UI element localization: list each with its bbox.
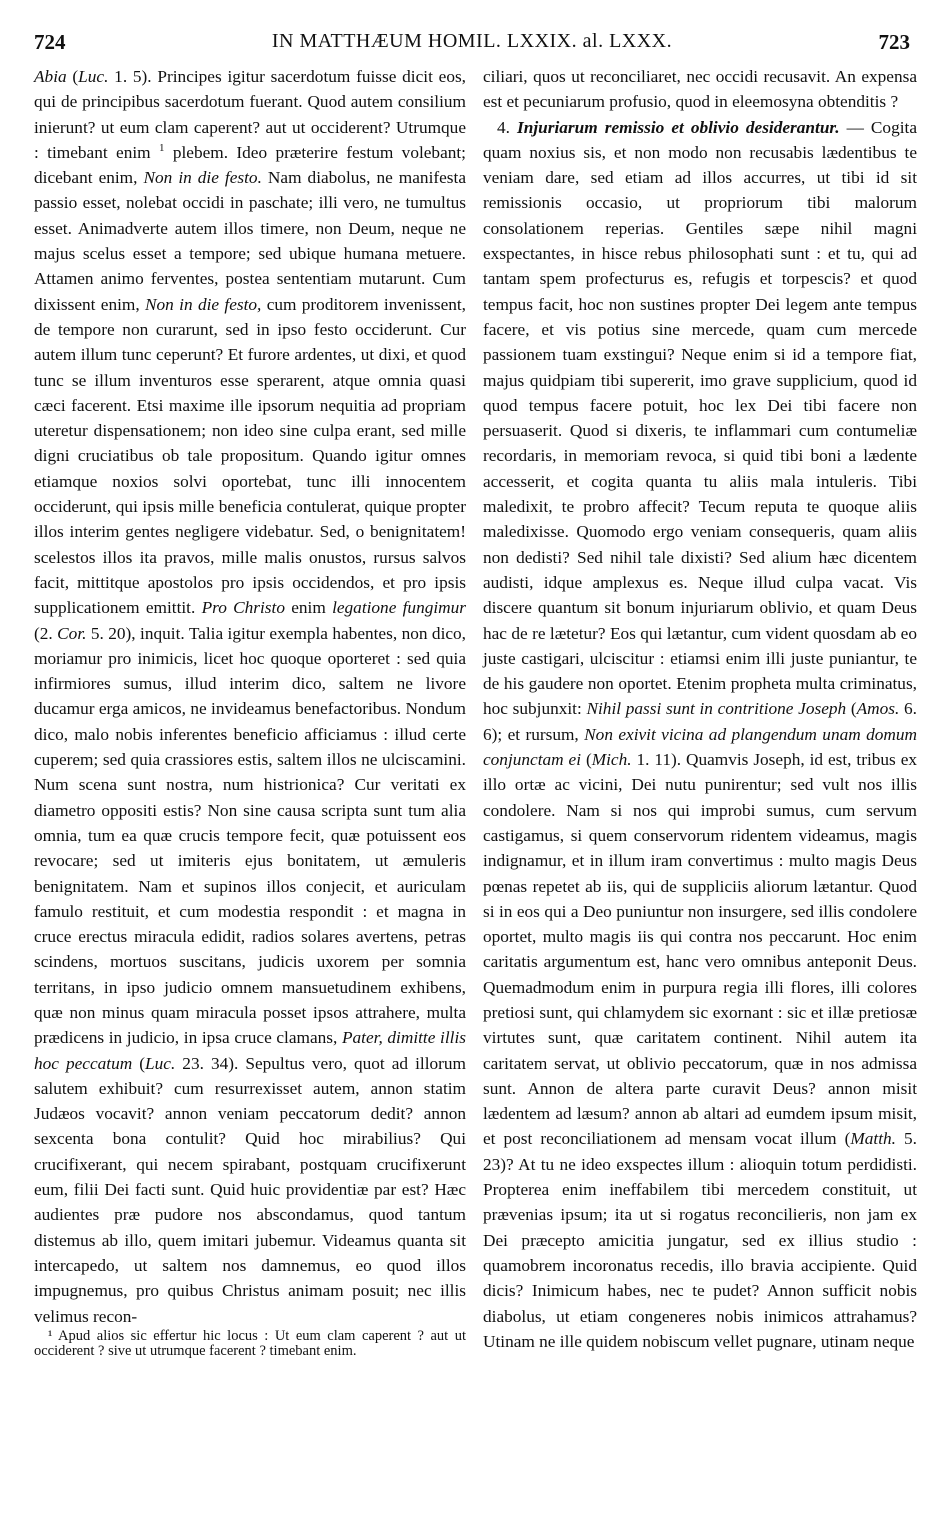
quotation: Non in die festo. <box>143 168 262 188</box>
citation-book: Cor. <box>57 623 87 643</box>
right-column <box>483 64 917 1354</box>
section-title: Injuriarum remissio et oblivio desiderantur. <box>517 117 840 137</box>
italic-name: Abia <box>34 67 67 86</box>
text-run: ( <box>66 67 79 86</box>
page-number-left: 724 <box>34 30 66 54</box>
page-header <box>34 30 910 58</box>
text-run: 5. 23)? At tu ne ideo exspectes illum : alioquin totum perdidisti. Propterea enim ineffabilem tibi mercedem constituit, ut prævenias ipsum; ita ut si rogatus reconcilieris, non jam ex Dei præcepto amicitia jungatur, sed ex illius studio : quamobrem incoronatus recedis, illo bravia accipiente. Quid dicis? Inimicum habes, nec te pudet? Annon sufficit nobis diabolus, ut etiam congeneres nobis inimicos attrahamus? Utinam ne ille quidem nobiscum vellet pugnare, utinam neque <box>483 1129 917 1351</box>
text-run: ( <box>581 750 592 770</box>
quotation: legatione fungimur <box>332 598 467 618</box>
text-run: plebem. Ideo præterire festum volebant; dicebant enim, <box>34 142 466 188</box>
quotation: Pater, dimitte illis hoc peccatum <box>34 1028 466 1073</box>
footnote: ¹ Apud alios sic effertur hic locus : Ut eum clam caperent ? aut ut occiderent ? sive ut utrumque facerent ? timebant enim. <box>34 1327 466 1360</box>
text-run: 6. 6); et rursum, <box>483 699 918 744</box>
text-run: 1. 11). Quamvis Joseph, id est, tribus ex illo ortæ ac vicini, Dei nutu punirentur; sed vult nos illis condolere. Nam si nos qui improbi sumus, cum servum castigamus, si quem conservorum ridentem videamus, magis indignamur, et in illum iram convertimus : multo magis Deus pœnas repetet ab iis, qui de suppliciis aliorum lætantur. Quod si in eos qui a Deo puniuntur non insurgere, sed illis condolere oportet, multo magis iis qui contra nos peccarunt. Hoc enim caritatis argumentum est, hanc vero omnibus anteponit Deus. Quemadmodum enim in purpura regia illi flores, illi colores pretiosi sunt, qui chlamydem sic exornant : sic et illæ pretiosæ virtutes sunt, quæ caritatem continent. Nihil autem ita caritatem servat, ut oblivio peccatorum, quæ in nos admissa sunt. Annon de altera parte curavit Deus? annon misit lædentem ad læsum? annon ab altari ad eumdem ipsum misit, et post reconciliationem ad mensam vocat illum ( <box>483 750 918 1149</box>
text-run: Nam diabolus, ne manifesta passio esset, nolebat occidi in paschate; illi vero, ne tumultus esset. Animadverte autem illos timere, non Deum, neque ne majus scelus esset a tempore; sed ubique humana metuere. Attamen animo ferventes, postea sententiam mutarunt. Cum dixissent enim, <box>34 168 466 314</box>
text-run: — <box>839 117 871 137</box>
right-column-continuation: ciliari, quos ut reconciliaret, nec occidi recusavit. An expensa est et pecuniarum profusio, quod in eleemosyna obtenditis ? <box>483 67 917 112</box>
text-run: enim <box>284 598 333 618</box>
citation-book: Amos. <box>856 699 900 719</box>
quotation: Non exivit vicina ad plangendum unam domum conjunctam ei <box>483 724 917 770</box>
citation-book: Matth. <box>850 1129 896 1149</box>
page-number-right: 723 <box>878 30 910 54</box>
section-4 <box>483 115 917 1355</box>
text-run: Cogita quam noxius sis, et non modo non recusabis lædentibus te veniam dare, sed etiam ad illos accurres, ut tibi id sit remissionis occasio, ut propriorum tibi malorum consolationem reperias. Gentiles sæpe nihil magni exspectantes, in hisce rebus philosophati sunt : et tu, qui ad tantam spem profecturus es, refugis et torpescis? et quod tempus facit, hoc non sustines propter Dei legem ante tempus facere, et vis potius sine mercede, quam cum mercede passionem tuam exstingui? Neque enim si id a tempore fiat, majus quidpiam tibi supererit, imo grave supplicium, quod id quod tempus facere potuit, hoc lex Dei tibi facere non persuaserit. Quod si dixeris, te inflammari cum contumeliæ recordaris, in memoriam revoca, si quid tibi boni a lædente accesserit, et cogita quanta tu aliis mala intuleris. Tibi maledixit, te probro affecit? Tecum reputa te quoque aliis maledixisse. Quomodo ergo veniam consequeris, quam aliis non dedisti? Sed nihil tale dixisti? Sed alium hæc dicentem audisti, idque amplexus es. Neque illud culpa vacat. Vis discere quantum sit bonum injuriarum oblivio, et quam Deus hac de re lætetur? Eos qui lætantur, cum vident quosdam ab eo juste castigari, ulciscitur : etiamsi enim illi juste puniantur, te de his gaudere non oportet. Etenim propheta multa criminatus, hoc subjunxit: <box>483 117 917 719</box>
section-number: 4. <box>497 117 510 137</box>
running-title: IN MATTHÆUM HOMIL. LXXIX. al. LXXX. <box>271 30 673 52</box>
quotation: Nihil passi sunt in contritione Joseph <box>586 699 847 719</box>
quotation: Non in die festo, <box>145 294 262 314</box>
citation-book: Mich. <box>591 750 632 770</box>
footnote-marker: 1 <box>158 142 165 155</box>
text-run: ( <box>846 699 857 719</box>
text-run: ( <box>132 1053 146 1073</box>
text-run: (2. <box>34 623 58 643</box>
left-column-text <box>34 64 466 1329</box>
text-run: 1. 5). Principes igitur sacerdotum fuisse dicit eos, qui de principibus sacerdotum fuerant. Quod autem consilium inierunt? ut eum clam caperent? aut ut occiderent? Utrumque : timebant enim <box>34 67 467 162</box>
text-run: 23. 34). Sepultus vero, quot ad illorum salutem exhibuit? cum resurrexisset autem, annon statim Judæos vocavit? annon veniam peccatorum dedit? annon sexcenta bona contulit? Quid hoc mirabilius? Qui crucifixerant, qui necem spirabant, postquam crucifixerunt eum, filii Dei facti sunt. Quid huic providentiæ par est? Hæc audientes præ pudore nos abscondamus, quod tantum distemus ab illo, quem imitari jubemur. Videamus quanta sit intercapedo, ut saltem nos damnemus, eo quod illos impugnemus, pro quibus Christus animam posuit; nec illis velimus recon- <box>34 1053 466 1326</box>
text-run: 5. 20), inquit. Talia igitur exempla habentes, non dico, moriamur pro inimicis, licet hoc quoque oporteret : sed quia infirmiores sumus, illud interim dico, saltem ne livore ducamur erga amicos, ne invideamus benefactoribus. Nondum dico, malo nobis inferentes beneficio afficiamus : illud certe cuperem; sed quia crassiores estis, saltem illos ne ulciscamini. Num scena sunt nostra, num histrionica? Cur veritati ex diametro oppositi estis? Non sine causa scripta sunt tum alia omnia, tum ea quæ crucis tempore fecit, quæ potuissent eos revocare; sed ut imiteris ejus bonitatem, ut æmuleris benignitatem. Nam et supinos illos conjecit, et auriculam famulo restituit, et cum modestia respondit : et magna in cruce erectus miracula edidit, radios solares avertens, petras scindens, mortuos suscitans, judicis uxorem per somnia territans, in ipso judicio omnem mansuetudinem exhibens, quæ non minus quam miracula posset ipsos attrahere, multa prædicens in judicio, in ipsa cruce clamans, <box>34 623 466 1048</box>
left-column <box>34 64 466 1360</box>
citation-book: Luc. <box>78 67 109 86</box>
quotation: Pro Christo <box>201 598 285 618</box>
citation-book: Luc. <box>145 1053 176 1073</box>
text-run: cum proditorem invenissent, de tempore non curarunt, sed in ipso festo occiderunt. Cur autem illum tunc ceperunt? Et furore ardentes, ut dixi, et quod tunc se illum inventuros esse sperarent, atque omnia quasi cæci facerent. Etsi maxime ille ipsorum nequitia ad propriam uteretur dispensationem; non ideo sine culpa erant, sed mille digni cruciatibus ob tale propositum. Quando igitur omnes etiamque noxios solvi oportebat, tunc illi innocentem occiderunt, qui ipsis mille beneficia contulerat, quique propter illos interim gentes negligere videbatur. Sed, o benignitatem! scelestos illos ita pravos, mille malis onustos, rursus salvos facit, mittitque apostolos pro ipsis occidendos, et pro ipsis supplicationem emittit. <box>34 294 466 618</box>
